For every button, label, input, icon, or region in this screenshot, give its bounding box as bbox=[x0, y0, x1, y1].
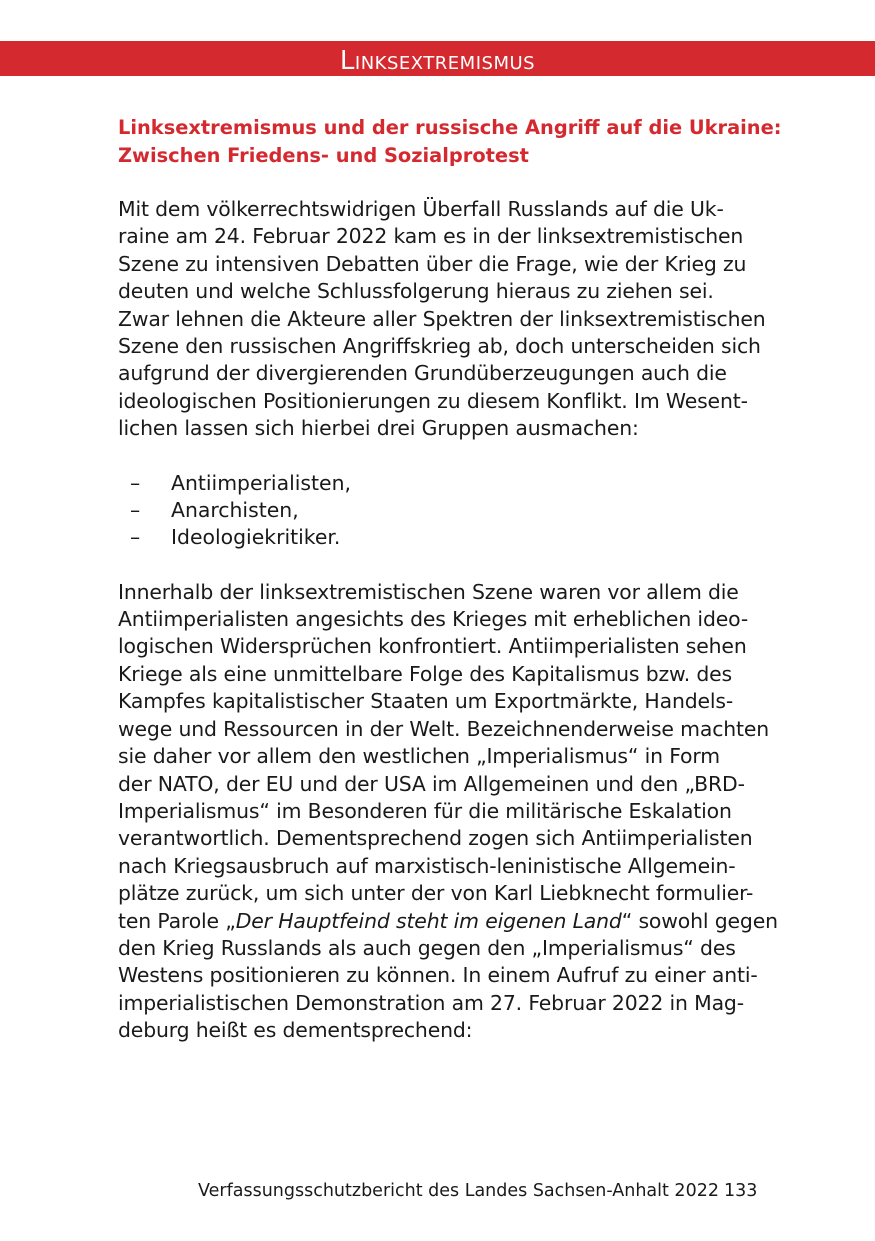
text-line: nach Kriegsausbruch auf marxistisch-leninistische Allgemein- bbox=[118, 853, 736, 878]
page-content bbox=[118, 114, 782, 1045]
text-line: deuten und welche Schlussfolgerung hieraus zu ziehen sei. bbox=[118, 279, 714, 304]
text-line: imperialistischen Demonstration am 27. Februar 2022 in Mag- bbox=[118, 990, 744, 1015]
quote-suffix: “ sowohl gegen bbox=[621, 908, 778, 933]
chapter-header-bar bbox=[0, 41, 875, 76]
text-line: deburg heißt es dementsprechend: bbox=[118, 1018, 473, 1043]
text-line: Mit dem völkerrechtswidrigen Überfall Russlands auf die Uk- bbox=[118, 197, 724, 221]
dash-bullet: – bbox=[130, 497, 141, 522]
page-number: 133 bbox=[724, 1181, 758, 1201]
quote-text-line bbox=[118, 908, 778, 935]
list-item-text: Ideologiekritiker. bbox=[171, 524, 341, 549]
list-item bbox=[118, 470, 768, 497]
text-line: Antiimperialisten angesichts des Krieges mit erheblichen ideo- bbox=[118, 607, 749, 632]
dash-bullet: – bbox=[130, 524, 141, 549]
text-line: wege und Ressourcen in der Welt. Bezeichnenderweise machten bbox=[118, 716, 770, 741]
chapter-title: Linksextremismus bbox=[339, 46, 536, 76]
text-line: plätze zurück, um sich unter der von Karl Liebknecht formulier- bbox=[118, 881, 754, 906]
text-line: Zwar lehnen die Akteure aller Spektren der linksextremistischen bbox=[118, 306, 766, 331]
text-line: lichen lassen sich hierbei drei Gruppen ausmachen: bbox=[118, 416, 639, 441]
text-line: raine am 24. Februar 2022 kam es in der linksextremistischen bbox=[118, 224, 744, 249]
list-item-text: Antiimperialisten, bbox=[171, 470, 351, 495]
text-line: logischen Widersprüchen konfrontiert. Antiimperialisten sehen bbox=[118, 634, 747, 659]
list-item bbox=[118, 497, 768, 524]
text-line: Szene zu intensiven Debatten über die Frage, wie der Krieg zu bbox=[118, 251, 747, 276]
text-line: Innerhalb der linksextremistischen Szene waren vor allem die bbox=[118, 579, 739, 604]
footer-publication-title: Verfassungsschutzbericht des Landes Sachsen-Anhalt 2022 bbox=[198, 1181, 719, 1201]
section-heading bbox=[118, 114, 782, 170]
text-line: Kriege als eine unmittelbare Folge des Kapitalismus bzw. des bbox=[118, 661, 733, 686]
text-line: Westens positionieren zu können. In einem Aufruf zu einer anti- bbox=[118, 963, 758, 988]
text-line: den Krieg Russlands als auch gegen den „Imperialismus“ des bbox=[118, 935, 736, 960]
text-line: der NATO, der EU und der USA im Allgemeinen und den „BRD- bbox=[118, 771, 745, 796]
text-line: Szene den russischen Angriffskrieg ab, doch unterscheiden sich bbox=[118, 334, 761, 359]
text-line: aufgrund der divergierenden Grundüberzeugungen auch die bbox=[118, 361, 727, 386]
intro-paragraph bbox=[118, 196, 768, 443]
section-heading-line: Linksextremismus und der russische Angriff auf die Ukraine: bbox=[118, 116, 782, 139]
section-heading-line: Zwischen Friedens- und Sozialprotest bbox=[118, 144, 529, 167]
slogan-quote: Der Hauptfeind steht im eigenen Land bbox=[235, 908, 622, 933]
main-paragraph bbox=[118, 579, 778, 1045]
list-item bbox=[118, 524, 768, 551]
text-line: Imperialismus“ im Besonderen für die militärische Eskalation bbox=[118, 798, 732, 823]
group-list bbox=[118, 470, 768, 551]
text-line: Kampfes kapitalistischer Staaten um Exportmärkte, Handels- bbox=[118, 689, 734, 714]
list-item-text: Anarchisten, bbox=[171, 497, 299, 522]
text-line: sie daher vor allem den westlichen „Imperialismus“ in Form bbox=[118, 744, 720, 769]
quote-prefix: ten Parole „ bbox=[118, 908, 236, 933]
text-line: ideologischen Positionierungen zu diesem Konflikt. Im Wesent- bbox=[118, 388, 748, 413]
dash-bullet: – bbox=[130, 470, 141, 495]
text-line: verantwortlich. Dementsprechend zogen sich Antiimperialisten bbox=[118, 826, 753, 851]
